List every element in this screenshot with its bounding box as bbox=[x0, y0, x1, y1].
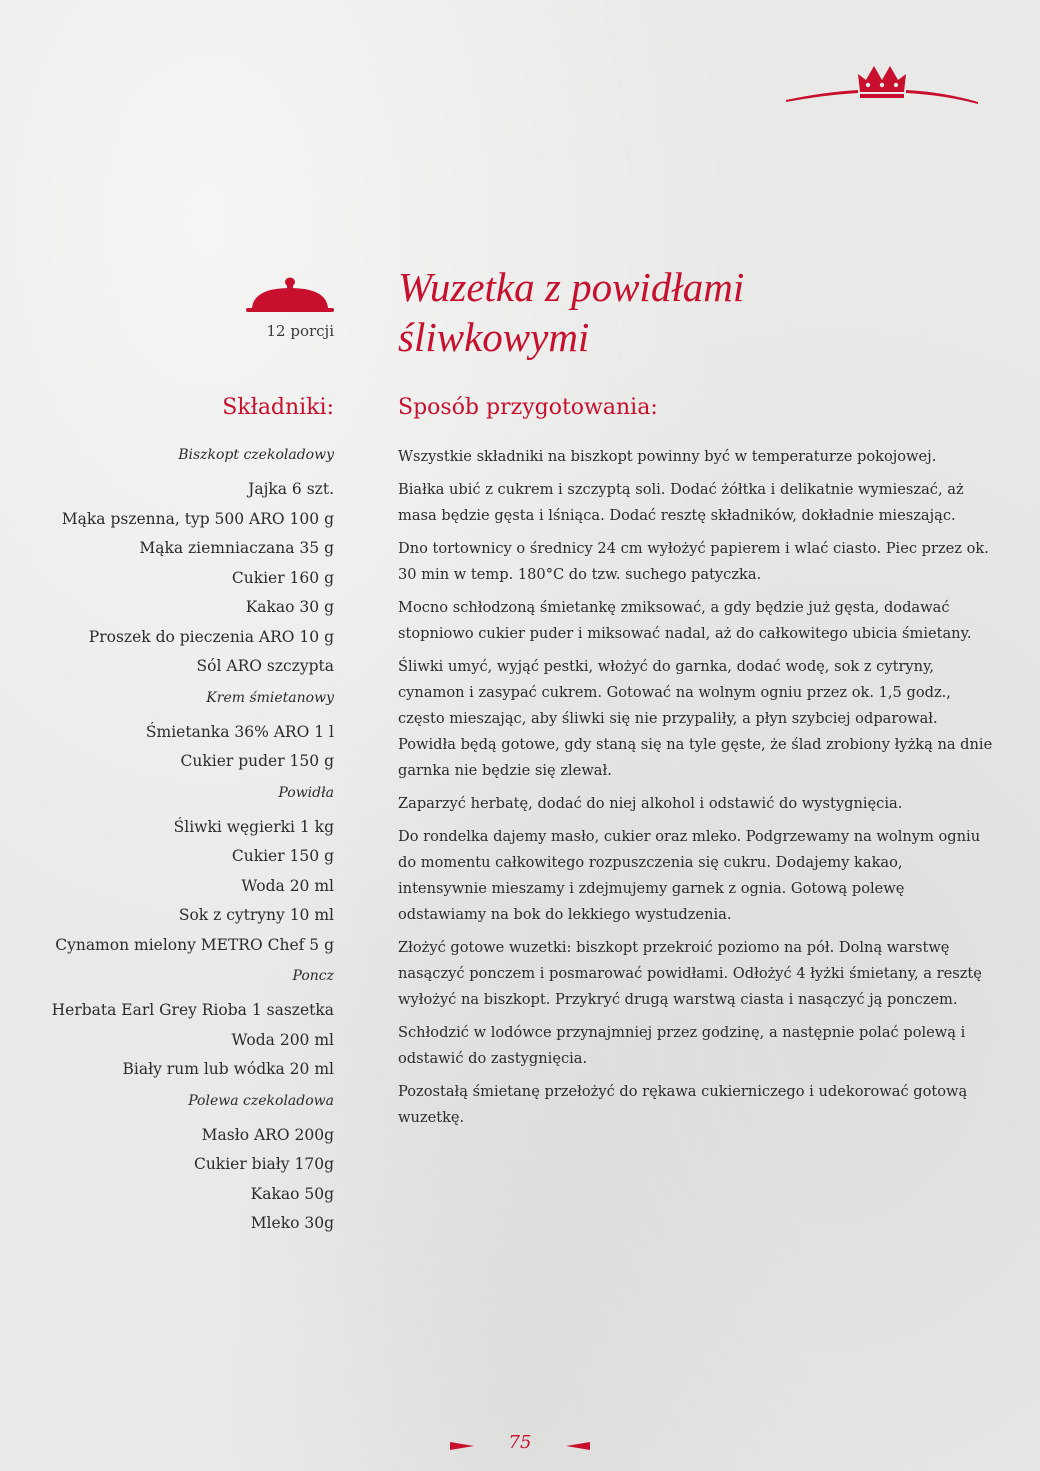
ingredient-group bbox=[40, 783, 334, 961]
ingredients-section bbox=[40, 393, 334, 1245]
ingredient-item: Herbata Earl Grey Rioba 1 saszetka bbox=[51, 1001, 334, 1019]
ingredient-item: Śmietanka 36% ARO 1 l bbox=[145, 722, 334, 741]
ingredient-item: Woda 200 ml bbox=[231, 1030, 334, 1049]
ingredient-item: Kakao 50g bbox=[250, 1184, 334, 1203]
ingredient-group-title: Krem śmietanowy bbox=[206, 689, 334, 706]
method-step: Do rondelka dajemy masło, cukier oraz mleko. Podgrzewamy na wolnym ogniu do momentu całkowitego rozpuszczenia się cukru. Dodajemy kakao, intensywnie mieszamy i zdejmujemy garnek z ognia. Gotową polewę odstawiamy na bok do lekkiego wystudzenia. bbox=[398, 828, 981, 923]
ingredient-item: Jajka 6 szt. bbox=[248, 480, 334, 498]
servings-count: 12 porcji bbox=[266, 322, 334, 340]
ingredient-group bbox=[40, 966, 334, 1085]
ingredient-group bbox=[40, 1091, 334, 1239]
ingredient-item: Cynamon mielony METRO Chef 5 g bbox=[55, 935, 334, 954]
recipe-title-line-1: Wuzetka z powidłami bbox=[398, 264, 745, 310]
ingredients-heading: Składniki: bbox=[222, 395, 334, 420]
ingredient-item: Woda 20 ml bbox=[241, 876, 334, 895]
crown-icon bbox=[784, 60, 980, 110]
previous-page-arrow-icon[interactable] bbox=[450, 1442, 474, 1450]
serving-dish-icon bbox=[246, 276, 334, 314]
method-step: Dno tortownicy o średnicy 24 cm wyłożyć papierem i wlać ciasto. Piec przez ok. 30 min w temp. 180°C do tzw. suchego patyczka. bbox=[398, 540, 989, 583]
method-heading: Sposób przygotowania: bbox=[398, 395, 658, 420]
method-step: Wszystkie składniki na biszkopt powinny być w temperaturze pokojowej. bbox=[398, 448, 937, 465]
ingredient-item: Cukier biały 170g bbox=[193, 1155, 334, 1173]
ingredient-item: Proszek do pieczenia ARO 10 g bbox=[88, 627, 334, 646]
ingredient-item: Cukier 160 g bbox=[231, 568, 334, 587]
ingredient-item: Cukier 150 g bbox=[231, 847, 334, 865]
ingredient-group-title: Poncz bbox=[292, 968, 334, 984]
method-step: Schłodzić w lodówce przynajmniej przez godzinę, a następnie polać polewą i odstawić do zastygnięcia. bbox=[398, 1024, 966, 1067]
next-page-arrow-icon[interactable] bbox=[566, 1442, 590, 1450]
ingredient-group-title: Powidła bbox=[278, 784, 334, 801]
method-step: Śliwki umyć, wyjąć pestki, włożyć do garnka, dodać wodę, sok z cytryny, cynamon i zasypać cukrem. Gotować na wolnym ogniu przez ok. 1,5 godz., często mieszając, aby śliwki się nie przypaliły, a płyn szybciej odparował. Powidła będą gotowe, gdy staną się na tyle gęste, że ślad zrobiony łyżką na dnie garnka nie będzie się zlewał. bbox=[398, 658, 993, 779]
ingredient-item: Sok z cytryny 10 ml bbox=[178, 906, 334, 924]
ingredient-item: Biały rum lub wódka 20 ml bbox=[122, 1060, 334, 1078]
method-step: Złożyć gotowe wuzetki: biszkopt przekroić poziomo na pół. Dolną warstwę nasączyć ponczem i posmarować powidłami. Odłożyć 4 łyżki śmietany, a resztę wyłożyć na biszkopt. Przykryć drugą warstwą ciasta i nasączyć ją ponczem. bbox=[398, 939, 982, 1008]
page-number: 75 bbox=[508, 1432, 532, 1453]
ingredient-group bbox=[40, 688, 334, 777]
ingredient-item: Mleko 30g bbox=[250, 1214, 334, 1232]
ingredient-item: Mąka pszenna, typ 500 ARO 100 g bbox=[61, 509, 334, 528]
recipe-title-line-2: śliwkowymi bbox=[398, 314, 590, 360]
ingredient-item: Masło ARO 200g bbox=[201, 1125, 334, 1144]
method-section bbox=[398, 393, 994, 1138]
ingredient-item: Cukier puder 150 g bbox=[180, 752, 334, 770]
ingredient-group-title: Biszkopt czekoladowy bbox=[178, 447, 334, 463]
ingredient-item: Mąka ziemniaczana 35 g bbox=[139, 539, 334, 557]
ingredient-item: Śliwki węgierki 1 kg bbox=[173, 817, 334, 836]
ingredient-group bbox=[40, 445, 334, 682]
method-step: Mocno schłodzoną śmietankę zmiksować, a gdy będzie już gęsta, dodawać stopniowo cukier puder i miksować nadal, aż do całkowitego ubicia śmietany. bbox=[398, 599, 972, 642]
method-step: Pozostałą śmietanę przełożyć do rękawa cukierniczego i udekorować gotową wuzetkę. bbox=[398, 1083, 968, 1126]
ingredient-item: Sól ARO szczypta bbox=[196, 657, 334, 675]
method-step: Białka ubić z cukrem i szczyptą soli. Dodać żółtka i delikatnie wymieszać, aż masa będzie gęsta i lśniąca. Dodać resztę składników, dokładnie mieszając. bbox=[398, 481, 964, 524]
ingredient-item: Kakao 30 g bbox=[245, 598, 334, 616]
ingredient-group-title: Polewa czekoladowa bbox=[188, 1092, 334, 1109]
recipe-title bbox=[398, 262, 998, 362]
method-step: Zaparzyć herbatę, dodać do niej alkohol i odstawić do wystygnięcia. bbox=[398, 795, 903, 812]
